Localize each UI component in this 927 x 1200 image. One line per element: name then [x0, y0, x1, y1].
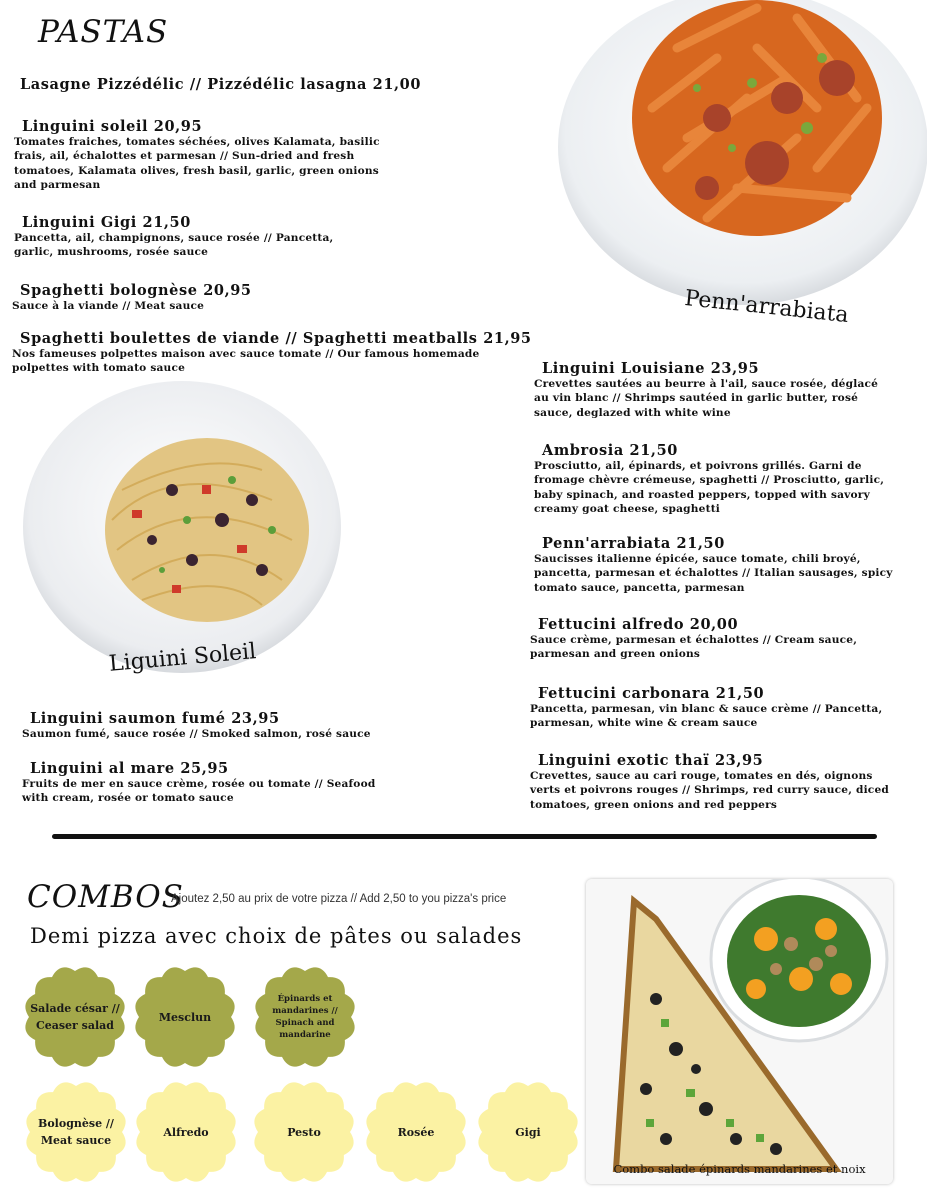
- item-desc: Crevettes, sauce au cari rouge, tomates en dés, oignons verts et poivrons rouges // Shrimps, red curry sauce, diced tomatoes, green onions and red peppers: [530, 770, 889, 811]
- penne-caption: Penn'arrabiata: [683, 286, 850, 329]
- item-desc: Crevettes sautées au beurre à l'ail, sauce rosée, déglacé au vin blanc // Shrimps sautéed in garlic butter, rosé sauce, deglazed with white wine: [534, 378, 879, 419]
- menu-item: [20, 76, 421, 93]
- combo-option-salad: [23, 965, 127, 1069]
- combo-option-pasta: [476, 1080, 580, 1184]
- item-desc: Fruits de mer en sauce crème, rosée ou tomate // Seafood with cream, rosée or tomato sauce: [22, 778, 376, 805]
- combo-option-label: Alfredo: [163, 1125, 209, 1139]
- combo-option-label: Mesclun: [158, 1010, 212, 1024]
- item-name: Spaghetti bolognèse 20,95: [20, 282, 252, 299]
- item-name: Linguini al mare 25,95: [30, 760, 229, 777]
- soleil-caption: Liguini Soleil: [108, 639, 258, 677]
- item-name: Penn'arrabiata 21,50: [542, 535, 725, 552]
- item-name: Linguini exotic thaï 23,95: [538, 752, 764, 769]
- menu-item: [14, 214, 354, 260]
- combos-title: COMBOS: [27, 879, 184, 915]
- combo-option-salad: [133, 965, 237, 1069]
- item-desc: Sauce à la viande // Meat sauce: [12, 300, 205, 312]
- menu-item: [22, 760, 397, 806]
- menu-item: [530, 752, 890, 812]
- combo-option-label: Salade césar // Ceaser salad: [30, 1002, 120, 1032]
- item-desc: Saucisses italienne épicée, sauce tomate, chili broyé, pancetta, parmesan et échalottes // Italian sausages, spicy tomato sauce, pancetta, parmesan: [534, 553, 893, 594]
- item-desc: Nos fameuses polpettes maison avec sauce tomate // Our famous homemade polpettes with tomato sauce: [12, 348, 480, 375]
- item-name: Lasagne Pizzédélic // Pizzédélic lasagna 21,00: [20, 76, 422, 93]
- combo-option-label: Gigi: [515, 1125, 541, 1139]
- item-name: Fettucini alfredo 20,00: [538, 616, 739, 633]
- item-name: Linguini saumon fumé 23,95: [30, 710, 280, 727]
- menu-item: [22, 710, 422, 741]
- combo-photo-caption: Combo salade épinards mandarines et noix: [613, 1162, 866, 1176]
- penne-plate-photo: [557, 0, 927, 306]
- menu-item: [12, 282, 352, 313]
- section-divider: [52, 834, 877, 839]
- soleil-plate-photo: [22, 380, 342, 675]
- menu-item: [534, 360, 894, 420]
- menu-item: [530, 685, 910, 731]
- combo-option-salad: [253, 965, 357, 1069]
- combo-option-pasta: [134, 1080, 238, 1184]
- item-name: Ambrosia 21,50: [542, 442, 678, 459]
- item-name: Linguini Louisiane 23,95: [542, 360, 760, 377]
- combo-option-label: Bolognèse // Meat sauce: [38, 1117, 114, 1147]
- combo-option-pasta: [252, 1080, 356, 1184]
- combo-option-label: Pesto: [287, 1125, 321, 1139]
- combo-option-label: Épinards et mandarines // Spinach and mandarine: [272, 994, 338, 1040]
- item-desc: Pancetta, parmesan, vin blanc & sauce crème // Pancetta, parmesan, white wine & cream sauce: [530, 703, 883, 730]
- item-name: Spaghetti boulettes de viande // Spaghetti meatballs 21,95: [20, 330, 532, 347]
- menu-item: [12, 330, 532, 376]
- combo-option-label: Rosée: [397, 1125, 435, 1139]
- item-desc: Saumon fumé, sauce rosée // Smoked salmon, rosé sauce: [22, 728, 371, 740]
- combo-photo: [586, 879, 893, 1184]
- menu-item: [14, 118, 394, 193]
- menu-item: [530, 616, 880, 662]
- combo-option-pasta: [24, 1080, 128, 1184]
- item-name: Linguini soleil 20,95: [22, 118, 203, 135]
- item-name: Fettucini carbonara 21,50: [538, 685, 765, 702]
- item-desc: Prosciutto, ail, épinards, et poivrons grillés. Garni de fromage chèvre crémeuse, spaghetti // Prosciutto, garlic, baby spinach, and roasted peppers, topped with savory creamy goat cheese, spaghetti: [534, 460, 885, 516]
- combos-note: Ajoutez 2,50 au prix de votre pizza // Add 2,50 to you pizza's price: [171, 893, 507, 905]
- combos-subtitle: Demi pizza avec choix de pâtes ou salades: [30, 924, 523, 948]
- combo-option-pasta: [364, 1080, 468, 1184]
- pastas-title: PASTAS: [38, 14, 169, 50]
- menu-item: [534, 442, 904, 517]
- item-desc: Pancetta, ail, champignons, sauce rosée // Pancetta, garlic, mushrooms, rosée sauce: [14, 232, 334, 259]
- item-desc: Tomates fraiches, tomates séchées, olives Kalamata, basilic frais, ail, échalottes et parmesan // Sun-dried and fresh tomatoes, Kalamata olives, fresh basil, garlic, green onions and parmesan: [14, 136, 380, 192]
- item-name: Linguini Gigi 21,50: [22, 214, 191, 231]
- item-desc: Sauce crème, parmesan et échalottes // Cream sauce, parmesan and green onions: [530, 634, 858, 661]
- menu-item: [534, 535, 894, 595]
